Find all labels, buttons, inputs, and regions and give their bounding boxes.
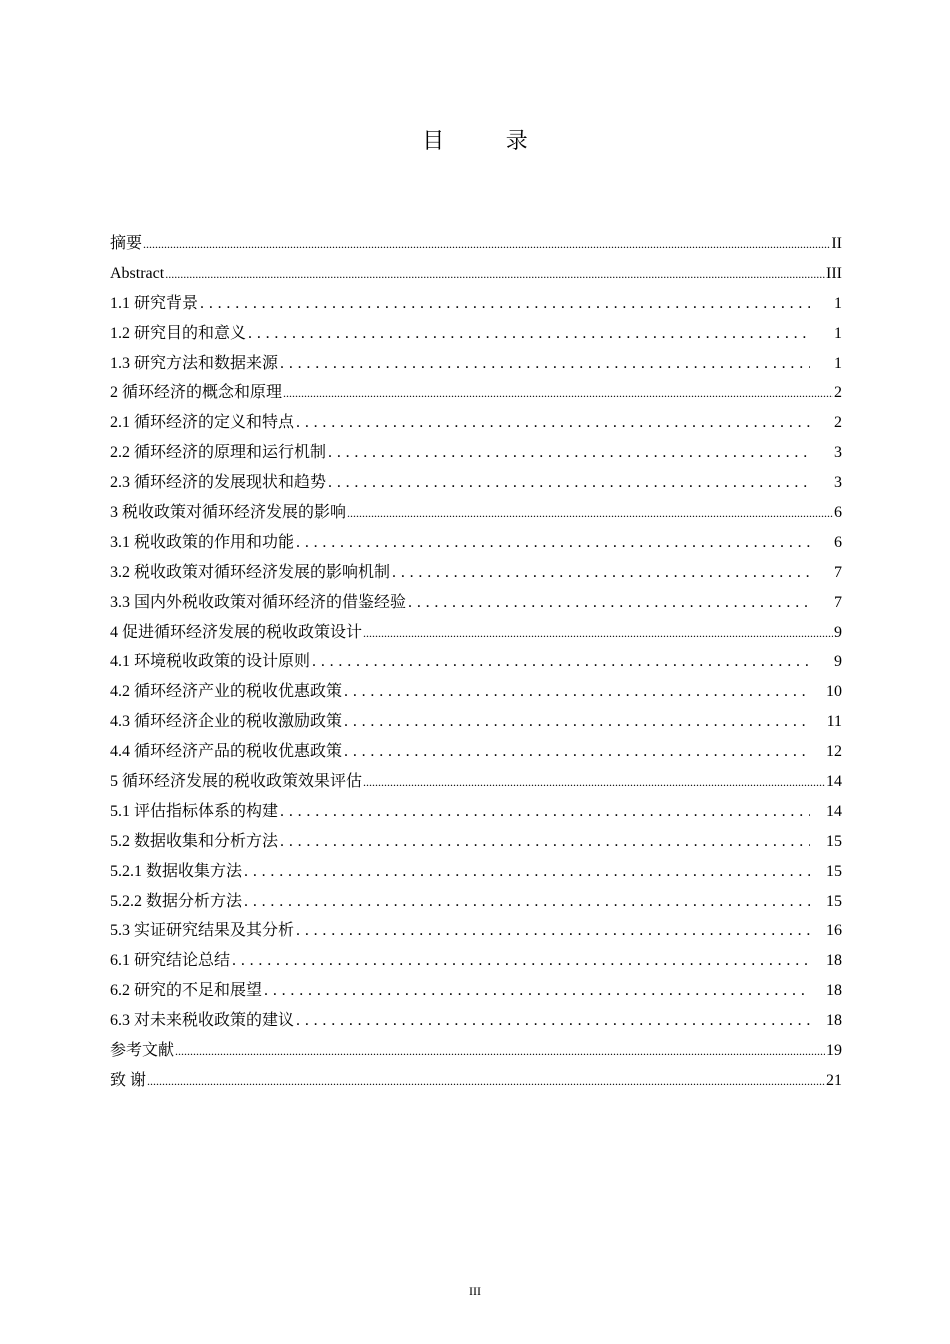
toc-dot-leader [165,259,825,290]
toc-dot-leader [296,408,810,438]
toc-entry-page: 19 [826,1042,842,1060]
toc-entry-page: 18 [826,982,842,1000]
toc-entry-acknowledgements[interactable] [110,1066,842,1096]
toc-entry-page: 9 [834,623,842,641]
toc-dot-leader [344,737,810,767]
toc-entry-2-2[interactable] [110,438,842,468]
toc-entry-page: 6 [834,504,842,522]
toc-entry-label: 2 循环经济的概念和原理 [110,384,283,402]
toc-entry-page: 1 [834,354,842,372]
toc-dot-leader [312,647,810,677]
toc-entry-label: 4.3 循环经济企业的税收激励政策 [110,713,343,731]
toc-entry-page: 1 [834,324,842,342]
toc-entry-5-2-2[interactable] [110,887,842,917]
toc-dot-leader [283,378,833,409]
toc-entry-label: 1.3 研究方法和数据来源 [110,354,279,372]
toc-entry-5-2[interactable] [110,827,842,857]
toc-entry-page: II [831,235,842,252]
page-title: 目 录 [422,128,556,153]
toc-dot-leader [248,319,810,349]
toc-dot-leader [328,438,810,468]
toc-dot-leader [363,767,825,798]
toc-entry-label: 6.1 研究结论总结 [110,952,231,970]
toc-entry-2-3[interactable] [110,468,842,498]
toc-entry-5[interactable] [110,767,842,797]
toc-entry-page: 11 [826,713,842,731]
toc-entry-page: 15 [826,832,842,850]
toc-entry-label: 2.2 循环经济的原理和运行机制 [110,444,327,462]
toc-entry-label: 5.1 评估指标体系的构建 [110,802,279,820]
toc-entry-6-2[interactable] [110,976,842,1006]
toc-entry-label: 摘要 [110,235,143,252]
toc-entry-3[interactable] [110,498,842,528]
toc-dot-leader [347,498,833,529]
toc-entry-abstract-cn[interactable] [110,229,842,259]
toc-entry-5-1[interactable] [110,797,842,827]
toc-dot-leader [296,1006,810,1036]
toc-dot-leader [264,976,810,1006]
toc-entry-label: 5.2 数据收集和分析方法 [110,832,279,850]
toc-entry-page: 7 [834,593,842,611]
toc-entry-4-1[interactable] [110,647,842,677]
toc-entry-page: III [826,264,842,282]
toc-entry-references[interactable] [110,1036,842,1066]
toc-entry-page: 18 [826,1012,842,1030]
toc-entry-6-3[interactable] [110,1006,842,1036]
toc-entry-page: 3 [834,474,842,492]
toc-entry-abstract-en[interactable] [110,259,842,289]
toc-entry-label: 6.3 对未来税收政策的建议 [110,1012,295,1030]
toc-dot-leader [244,887,810,917]
toc-entry-4-2[interactable] [110,677,842,707]
toc-entry-label: 1.2 研究目的和意义 [110,324,247,342]
toc-dot-leader [408,588,810,618]
table-of-contents [110,229,842,1096]
toc-dot-leader [344,707,810,737]
toc-entry-label: 3.1 税收政策的作用和功能 [110,533,295,551]
toc-entry-label: 4.4 循环经济产品的税收优惠政策 [110,743,343,761]
toc-entry-label: 4.1 环境税收政策的设计原则 [110,653,311,671]
toc-entry-page: 9 [834,653,842,671]
toc-dot-leader [143,229,830,260]
toc-entry-label: 致 谢 [110,1071,147,1089]
toc-entry-2[interactable] [110,378,842,408]
toc-entry-2-1[interactable] [110,408,842,438]
toc-dot-leader [200,289,810,319]
toc-entry-3-1[interactable] [110,528,842,558]
toc-entry-5-3[interactable] [110,916,842,946]
toc-entry-5-2-1[interactable] [110,857,842,887]
toc-dot-leader [296,916,810,946]
toc-entry-label: 4.2 循环经济产业的税收优惠政策 [110,683,343,701]
toc-entry-label: 5.2.1 数据收集方法 [110,862,243,880]
toc-entry-label: 3.3 国内外税收政策对循环经济的借鉴经验 [110,593,407,611]
toc-entry-1-3[interactable] [110,349,842,379]
toc-entry-1-1[interactable] [110,289,842,319]
toc-entry-1-2[interactable] [110,319,842,349]
toc-dot-leader [280,797,810,827]
toc-dot-leader [344,677,810,707]
toc-entry-label: 5.2.2 数据分析方法 [110,892,243,910]
toc-entry-label: 参考文献 [110,1042,175,1060]
toc-dot-leader [328,468,810,498]
toc-dot-leader [296,528,810,558]
toc-entry-page: 18 [826,952,842,970]
toc-entry-page: 15 [826,862,842,880]
toc-entry-label: 2.1 循环经济的定义和特点 [110,414,295,432]
toc-entry-page: 21 [826,1071,842,1089]
toc-entry-page: 15 [826,892,842,910]
toc-entry-page: 10 [826,683,842,701]
toc-dot-leader [280,349,810,379]
toc-dot-leader [175,1036,825,1067]
toc-entry-4-4[interactable] [110,737,842,767]
toc-entry-label: 4 促进循环经济发展的税收政策设计 [110,623,363,641]
toc-entry-page: 1 [834,294,842,312]
toc-dot-leader [147,1066,825,1097]
toc-dot-leader [280,827,810,857]
toc-dot-leader [232,946,810,976]
toc-entry-page: 12 [826,743,842,761]
toc-dot-leader [363,618,833,649]
toc-entry-6-1[interactable] [110,946,842,976]
toc-entry-page: 14 [826,773,842,791]
toc-entry-page: 3 [834,444,842,462]
toc-entry-label: 6.2 研究的不足和展望 [110,982,263,1000]
toc-entry-label: 3.2 税收政策对循环经济发展的影响机制 [110,563,391,581]
toc-entry-page: 14 [826,802,842,820]
toc-entry-label: 2.3 循环经济的发展现状和趋势 [110,474,327,492]
toc-entry-3-2[interactable] [110,558,842,588]
toc-entry-page: 7 [834,563,842,581]
toc-dot-leader [392,558,810,588]
toc-entry-label: 5.3 实证研究结果及其分析 [110,922,295,940]
toc-entry-label: Abstract [110,264,165,282]
footer-page-number: III [469,1284,481,1298]
toc-entry-label: 3 税收政策对循环经济发展的影响 [110,504,347,522]
toc-entry-3-3[interactable] [110,588,842,618]
toc-entry-label: 1.1 研究背景 [110,294,199,312]
toc-entry-page: 6 [834,533,842,551]
toc-entry-label: 5 循环经济发展的税收政策效果评估 [110,773,363,791]
toc-entry-4-3[interactable] [110,707,842,737]
toc-dot-leader [244,857,810,887]
toc-entry-page: 2 [834,384,842,402]
toc-entry-page: 16 [826,922,842,940]
toc-entry-page: 2 [834,414,842,432]
toc-entry-4[interactable] [110,618,842,648]
